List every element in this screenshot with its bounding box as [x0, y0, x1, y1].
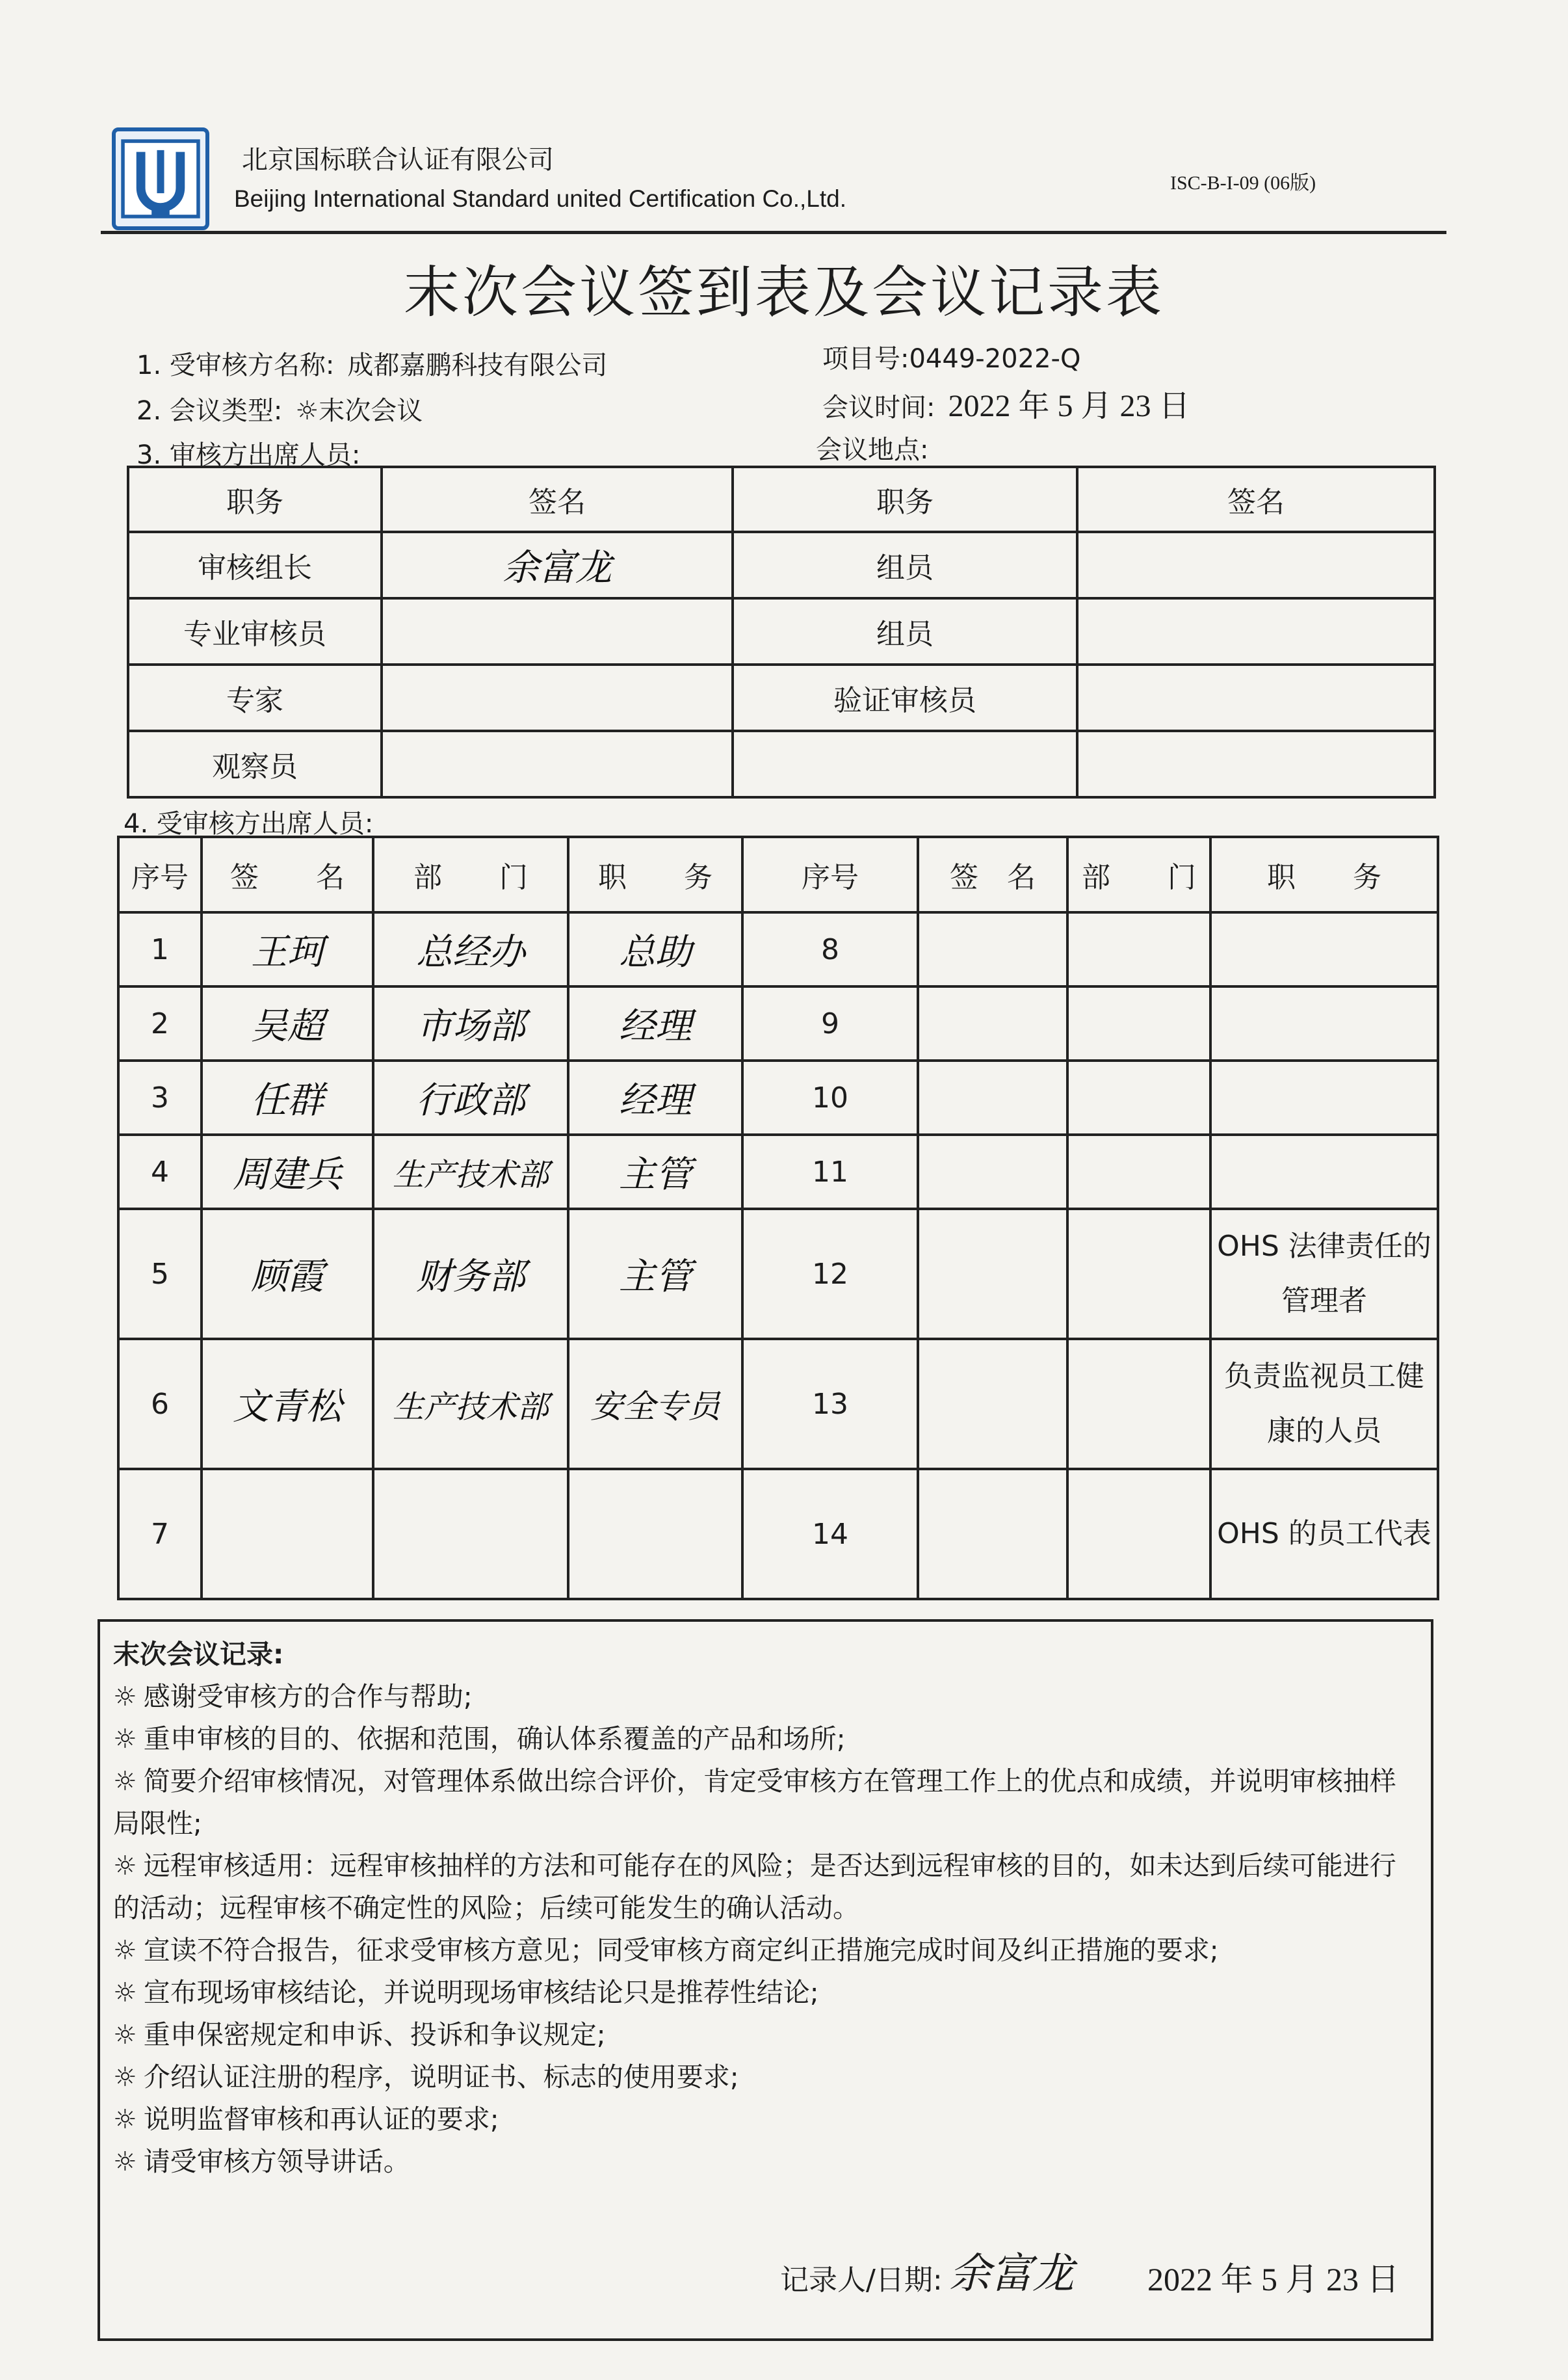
table-row [118, 1135, 1438, 1209]
audit-table-header [128, 467, 1435, 532]
signature-cell [918, 1209, 1067, 1339]
auditee-attendees-label: 4. 受审核方出席人员: [124, 809, 374, 839]
meeting-type-label: 2. 会议类型: [137, 396, 283, 426]
row-number: 10 [742, 1061, 918, 1135]
record-text: 重申审核的目的、依据和范围，确认体系覆盖的产品和场所; [143, 1723, 846, 1754]
record-text: 请受审核方领导讲话。 [143, 2146, 410, 2177]
header-cell: 部 门 [373, 837, 568, 912]
gear-bullet-icon: ☼ [113, 1935, 137, 1966]
signature-cell [918, 986, 1067, 1061]
role-cell: 专业审核员 [128, 598, 382, 665]
signature-cell: 顾霞 [202, 1209, 373, 1339]
department-cell: 总经办 [373, 912, 568, 986]
meeting-records-box [98, 1619, 1433, 2341]
gear-bullet-icon: ☼ [113, 1723, 137, 1754]
row-number: 3 [118, 1061, 202, 1135]
row-number: 9 [742, 986, 918, 1061]
position-cell [1210, 986, 1438, 1061]
department-cell [1067, 1339, 1210, 1469]
list-item [113, 1972, 1418, 2014]
gear-bullet-icon: ☼ [113, 2146, 137, 2177]
position-cell: 经理 [568, 986, 742, 1061]
department-cell: 行政部 [373, 1061, 568, 1135]
signature-cell: 周建兵 [202, 1135, 373, 1209]
auditee-name-line [137, 345, 607, 382]
header-cell: 签名 [1077, 467, 1435, 532]
header-cell: 职 务 [1210, 837, 1438, 912]
signature-cell: 王珂 [202, 912, 373, 986]
form-code: ISC-B-I-09 (06版) [1170, 172, 1316, 194]
meeting-time-value: 2022 年 5 月 23 日 [948, 389, 1190, 423]
signature-cell [382, 731, 733, 797]
meeting-type-value: ☼末次会议 [295, 396, 423, 426]
audit-team-table [127, 466, 1436, 799]
signature-cell: 任群 [202, 1061, 373, 1135]
signature-cell [382, 665, 733, 731]
row-number: 11 [742, 1135, 918, 1209]
gear-bullet-icon: ☼ [113, 2061, 137, 2093]
record-text: 简要介绍审核情况，对管理体系做出综合评价，肯定受审核方在管理工作上的优点和成绩，并说明审核抽样局限性; [113, 1765, 1396, 1839]
header-cell: 序号 [118, 837, 202, 912]
recorder-label: 记录人/日期: [780, 2264, 943, 2297]
row-number: 14 [742, 1469, 918, 1599]
gear-bullet-icon: ☼ [113, 1977, 137, 2008]
header-divider [101, 231, 1446, 234]
position-cell: 经理 [568, 1061, 742, 1135]
audit-side-attendees-label: 3. 审核方出席人员: [137, 440, 361, 470]
header-cell: 职务 [733, 467, 1077, 532]
position-cell: 负责监视员工健康的人员 [1210, 1339, 1438, 1469]
auditee-name-value: 成都嘉鹏科技有限公司 [347, 350, 608, 380]
table-row [128, 532, 1435, 598]
row-number: 6 [118, 1339, 202, 1469]
gear-bullet-icon: ☼ [113, 1850, 137, 1881]
role-cell: 验证审核员 [733, 665, 1077, 731]
list-item [113, 1760, 1418, 1845]
role-cell: 专家 [128, 665, 382, 731]
header-cell: 部 门 [1067, 837, 1210, 912]
department-cell [1067, 912, 1210, 986]
list-item [113, 1929, 1418, 1972]
role-cell: 审核组长 [128, 532, 382, 598]
signature-cell: 吴超 [202, 986, 373, 1061]
record-text: 宣读不符合报告，征求受审核方意见；同受审核方商定纠正措施完成时间及纠正措施的要求; [143, 1935, 1219, 1966]
header-cell: 序号 [742, 837, 918, 912]
position-cell [1210, 912, 1438, 986]
list-item [113, 1676, 1418, 1718]
table-row [128, 598, 1435, 665]
header-cell: 职 务 [568, 837, 742, 912]
table-row [128, 665, 1435, 731]
list-item [113, 2014, 1418, 2056]
department-cell: 市场部 [373, 986, 568, 1061]
header-cell: 签名 [382, 467, 733, 532]
record-text: 重申保密规定和申诉、投诉和争议规定; [143, 2019, 606, 2050]
record-text: 说明监督审核和再认证的要求; [143, 2104, 499, 2135]
table-row [118, 1339, 1438, 1469]
department-cell [1067, 986, 1210, 1061]
company-name-cn: 北京国标联合认证有限公司 [242, 145, 554, 175]
role-cell: 组员 [733, 598, 1077, 665]
table-row [118, 1209, 1438, 1339]
department-cell: 生产技术部 [373, 1135, 568, 1209]
list-item [113, 1718, 1418, 1760]
row-number: 8 [742, 912, 918, 986]
position-cell [568, 1469, 742, 1599]
list-item [113, 1845, 1418, 1929]
department-cell: 财务部 [373, 1209, 568, 1339]
position-cell: 安全专员 [568, 1339, 742, 1469]
row-number: 13 [742, 1339, 918, 1469]
document-title: 末次会议签到表及会议记录表 [404, 260, 1164, 325]
signature-cell [918, 1469, 1067, 1599]
list-item [113, 2098, 1418, 2141]
signature-cell: 余富龙 [382, 532, 733, 598]
auditee-attendees-table [117, 836, 1439, 1600]
signature-cell [918, 1061, 1067, 1135]
department-cell [1067, 1061, 1210, 1135]
table-row [128, 731, 1435, 797]
position-cell: 主管 [568, 1209, 742, 1339]
row-number: 12 [742, 1209, 918, 1339]
position-cell: 主管 [568, 1135, 742, 1209]
list-item [113, 2056, 1418, 2098]
row-number: 2 [118, 986, 202, 1061]
company-name-en: Beijing International Standard united Certification Co.,Ltd. [234, 185, 847, 212]
gear-bullet-icon: ☼ [113, 1765, 137, 1797]
signature-cell [1077, 731, 1435, 797]
meeting-time-label: 会议时间: [822, 393, 935, 423]
row-number: 4 [118, 1135, 202, 1209]
role-cell: 组员 [733, 532, 1077, 598]
recorder-date: 2022 年 5 月 23 日 [1147, 2261, 1400, 2297]
signature-cell [1077, 598, 1435, 665]
list-item [113, 2141, 1418, 2183]
record-text: 远程审核适用：远程审核抽样的方法和可能存在的风险；是否达到远程审核的目的，如未达到后续可能进行的活动；远程审核不确定性的风险；后续可能发生的确认活动。 [113, 1850, 1396, 1924]
row-number: 7 [118, 1469, 202, 1599]
header-cell: 签 名 [202, 837, 373, 912]
department-cell: 生产技术部 [373, 1339, 568, 1469]
row-number: 1 [118, 912, 202, 986]
position-cell: OHS 的员工代表 [1210, 1469, 1438, 1599]
recorder-signature: 余富龙 [949, 2250, 1074, 2298]
signature-cell [1077, 665, 1435, 731]
signature-cell [382, 598, 733, 665]
position-cell [1210, 1135, 1438, 1209]
header-cell: 签 名 [918, 837, 1067, 912]
table-row [118, 1061, 1438, 1135]
project-number-label: 项目号: [822, 344, 909, 374]
meeting-time-line [822, 380, 1190, 425]
record-text: 宣布现场审核结论，并说明现场审核结论只是推荐性结论; [143, 1977, 819, 2008]
role-cell [733, 731, 1077, 797]
auditee-table-header [118, 837, 1438, 912]
record-text: 感谢受审核方的合作与帮助; [143, 1681, 473, 1712]
table-row [118, 912, 1438, 986]
signature-cell [1077, 532, 1435, 598]
department-cell [1067, 1469, 1210, 1599]
department-cell [373, 1469, 568, 1599]
table-row [118, 1469, 1438, 1599]
department-cell [1067, 1209, 1210, 1339]
position-cell [1210, 1061, 1438, 1135]
signature-cell [918, 912, 1067, 986]
record-text: 介绍认证注册的程序，说明证书、标志的使用要求; [143, 2061, 739, 2093]
certification-logo-icon [112, 127, 209, 230]
gear-bullet-icon: ☼ [113, 1681, 137, 1712]
records-title: 末次会议记录: [113, 1639, 284, 1670]
signature-cell [202, 1469, 373, 1599]
header-cell: 职务 [128, 467, 382, 532]
department-cell [1067, 1135, 1210, 1209]
gear-bullet-icon: ☼ [113, 2104, 137, 2135]
project-number-line [822, 338, 1080, 375]
role-cell: 观察员 [128, 731, 382, 797]
row-number: 5 [118, 1209, 202, 1339]
position-cell: 总助 [568, 912, 742, 986]
signature-cell: 文青松 [202, 1339, 373, 1469]
signature-cell [918, 1135, 1067, 1209]
table-row [118, 986, 1438, 1061]
position-cell: OHS 法律责任的管理者 [1210, 1209, 1438, 1339]
gear-bullet-icon: ☼ [113, 2019, 137, 2050]
auditee-name-label: 1. 受审核方名称: [137, 350, 335, 380]
meeting-location-label: 会议地点: [816, 435, 929, 465]
signature-cell [918, 1339, 1067, 1469]
project-number-value: 0449-2022-Q [909, 344, 1081, 374]
meeting-type-line [137, 390, 423, 427]
